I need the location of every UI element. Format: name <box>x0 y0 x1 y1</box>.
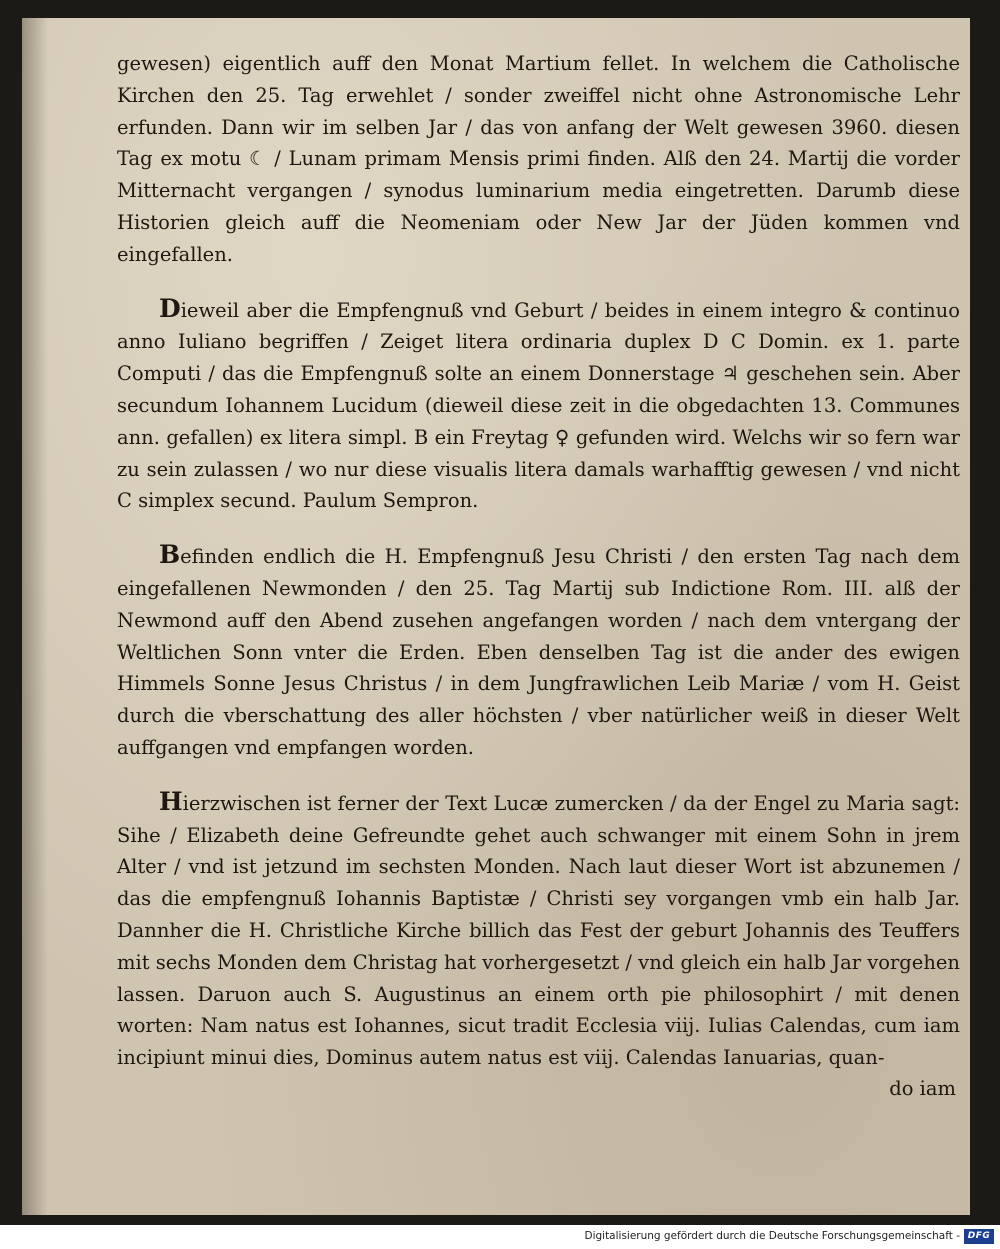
paragraph-3-text: efinden endlich die H. Empfengnuß Jesu Christi / den ersten Tag nach dem eingefallenen Newmonden / den 25. Tag Martij sub Indictione Rom. III. alß der Newmond auff den Abend zusehen angefangen worden / nach dem vntergang der Weltlichen Sonn vnter die Erden. Eben denselben Tag ist die ander des ewigen Himmels Sonne Jesus Christus / in dem Jungfrawlichen Leib Mariæ / vom H. Geist durch die vberschattung des aller höchsten / vber natürlicher weiß in dieser Welt auffgangen vnd empfangen worden. <box>117 545 960 759</box>
catchword: do iam <box>889 1076 956 1100</box>
spine-shadow <box>22 18 48 1215</box>
dfg-logo-icon: DFG <box>964 1229 994 1244</box>
book-page <box>22 18 970 1215</box>
digitization-footer <box>0 1225 1000 1249</box>
paragraph-2-text: ieweil aber die Empfengnuß vnd Geburt / beides in einem integro & continuo anno Iuliano begriffen / Zeiget litera ordinaria duplex D C Domin. ex 1. parte Computi / das die Empfengnuß solte an einem Donnerstage ♃ geschehen sein. Aber secundum Iohannem Lucidum (dieweil diese zeit in die obgedachten 13. Communes ann. gefallen) ex litera simpl. B ein Freytag ♀ gefunden wird. Welchs wir so fern war zu sein zulassen / wo nur diese visualis litera damals warhafftig gewesen / vnd nicht C simplex secund. Paulum Sempron. <box>117 298 960 513</box>
paragraph-1-text: gewesen) eigentlich auff den Monat Martium fellet. In welchem die Catholische Kirchen den 25. Tag erwehlet / sonder zweiffel nicht ohne Astronomische Lehr erfunden. Dann wir im selben Jar / das von anfang der Welt gewesen 3960. diesen Tag ex motu ☾ / Lunam primam Mensis primi finden. Alß den 24. Martij die vorder Mitternacht vergangen / synodus luminarium media eingetretten. Darumb diese Historien gleich auff die Neomeniam oder New Jar der Jüden kommen vnd eingefallen. <box>117 52 960 266</box>
paragraph-3 <box>117 539 960 764</box>
paragraph-2 <box>117 293 960 518</box>
paragraph-4-text: ierzwischen ist ferner der Text Lucæ zumercken / da der Engel zu Maria sagt: Sihe / Elizabeth deine Gefreundte gehet auch schwanger mit einem Sohn in jrem Alter / vnd ist jetzund im sechsten Monden. Nach laut dieser Wort ist abzunemen / das die empfengnuß Iohannis Baptistæ / Christi sey vorgangen vmb ein halb Jar. Dannher die H. Christliche Kirche billich das Fest der geburt Johannis des Teuffers mit sechs Monden dem Christag hat vorhergesetzt / vnd gleich ein halb Jar vorgehen lassen. Daruon auch S. Augustinus an einem orth pie philosophirt / mit denen worten: Nam natus est Iohannes, sicut tradit Ecclesia viij. Iulias Calendas, cum iam incipiunt minui dies, Dominus autem natus est viij. Calendas Ianuarias, quan- <box>117 791 960 1070</box>
paragraph-1 <box>117 48 960 271</box>
paragraph-2-initial: D <box>159 293 181 323</box>
dfg-credit-text: Digitalisierung gefördert durch die Deutsche Forschungsgemeinschaft - <box>584 1230 960 1242</box>
paragraph-3-initial: B <box>159 540 181 570</box>
paragraph-4 <box>117 786 960 1074</box>
page-text <box>117 48 960 1104</box>
paragraph-4-initial: H <box>159 786 183 816</box>
